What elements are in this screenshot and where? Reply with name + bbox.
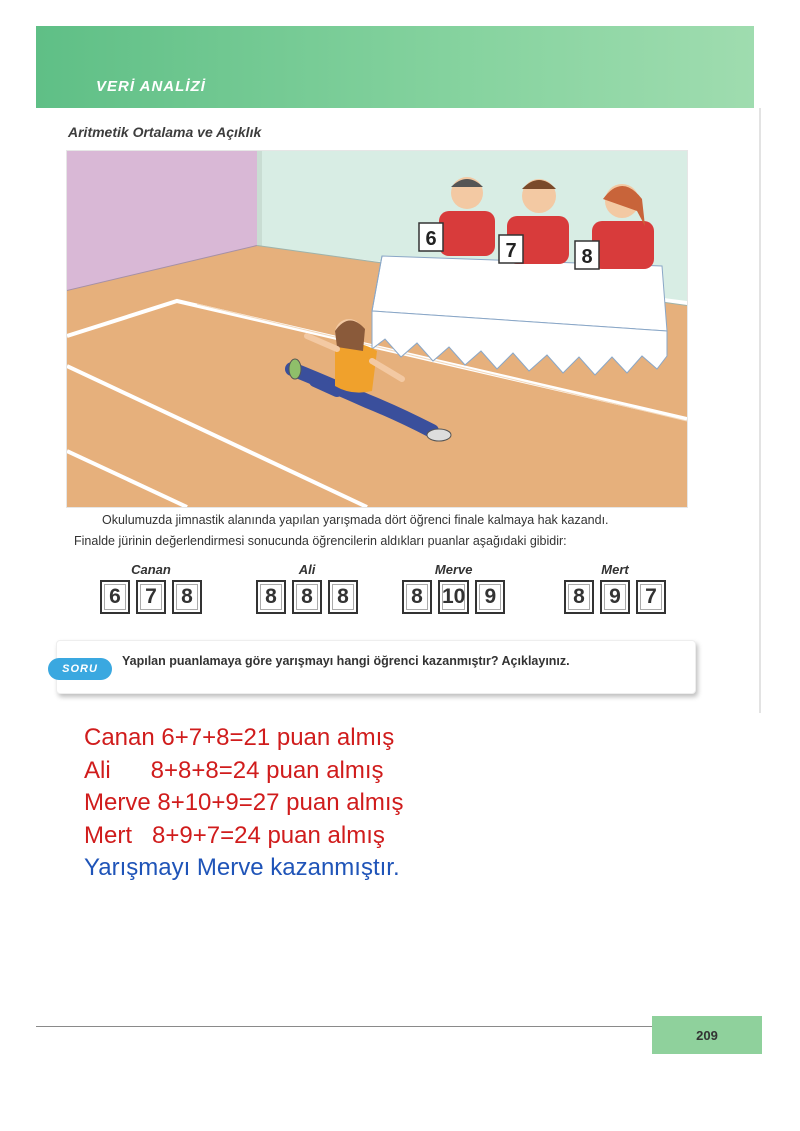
contestant-mert xyxy=(564,562,666,614)
topic-subtitle: Aritmetik Ortalama ve Açıklık xyxy=(68,124,262,140)
score-card: 6 xyxy=(100,580,130,614)
soru-badge: SORU xyxy=(48,658,112,680)
score-card: 8 xyxy=(402,580,432,614)
contestant-ali xyxy=(256,562,358,614)
footer-rule xyxy=(36,1026,656,1027)
answer-conclusion: Yarışmayı Merve kazanmıştır. xyxy=(84,854,400,881)
score-card: 9 xyxy=(475,580,505,614)
answer-block xyxy=(84,722,404,885)
answer-line-merve: Merve 8+10+9=27 puan almış xyxy=(84,789,404,816)
contestant-merve xyxy=(402,562,505,614)
answer-line-canan: Canan 6+7+8=21 puan almış xyxy=(84,724,395,751)
score-card: 10 xyxy=(438,580,469,614)
score-card: 8 xyxy=(564,580,594,614)
score-cards xyxy=(256,580,358,614)
contestant-name: Ali xyxy=(298,562,316,577)
score-card: 9 xyxy=(600,580,630,614)
score-cards xyxy=(564,580,666,614)
margin-rule xyxy=(759,108,761,713)
gymnastics-scene xyxy=(67,151,687,507)
paragraph-line-1: Okulumuzda jimnastik alanında yapılan yarışmada dört öğrenci finale kalmaya hak kazandı. xyxy=(102,513,609,527)
contestant-name: Mert xyxy=(601,562,629,577)
section-header xyxy=(36,26,754,108)
judge-card-3-label: 8 xyxy=(581,246,593,268)
judge-card-1-label: 6 xyxy=(425,228,437,250)
contestant-canan xyxy=(100,562,202,614)
question-text: Yapılan puanlamaya göre yarışmayı hangi öğrenci kazanmıştır? Açıklayınız. xyxy=(122,654,570,668)
contestant-name: Canan xyxy=(131,562,171,577)
answer-line-mert: Mert 8+9+7=24 puan almış xyxy=(84,821,385,849)
judge-card-2-label: 7 xyxy=(505,240,517,262)
paragraph-line-2: Finalde jürinin değerlendirmesi sonucunda öğrencilerin aldıkları puanlar aşağıdaki gibidir: xyxy=(74,534,567,548)
page-number: 209 xyxy=(652,1016,762,1054)
score-cards xyxy=(402,580,505,614)
score-cards xyxy=(100,580,202,614)
answer-line-ali: Ali 8+8+8=24 puan almış xyxy=(84,756,384,784)
gymnastics-illustration xyxy=(66,150,688,508)
score-card: 8 xyxy=(172,580,202,614)
score-card: 7 xyxy=(636,580,666,614)
problem-paragraph xyxy=(74,510,694,552)
score-card: 8 xyxy=(328,580,358,614)
score-card: 7 xyxy=(136,580,166,614)
score-card: 8 xyxy=(292,580,322,614)
contestant-name: Merve xyxy=(434,562,473,577)
score-card: 8 xyxy=(256,580,286,614)
section-title: VERİ ANALİZİ xyxy=(96,78,206,95)
